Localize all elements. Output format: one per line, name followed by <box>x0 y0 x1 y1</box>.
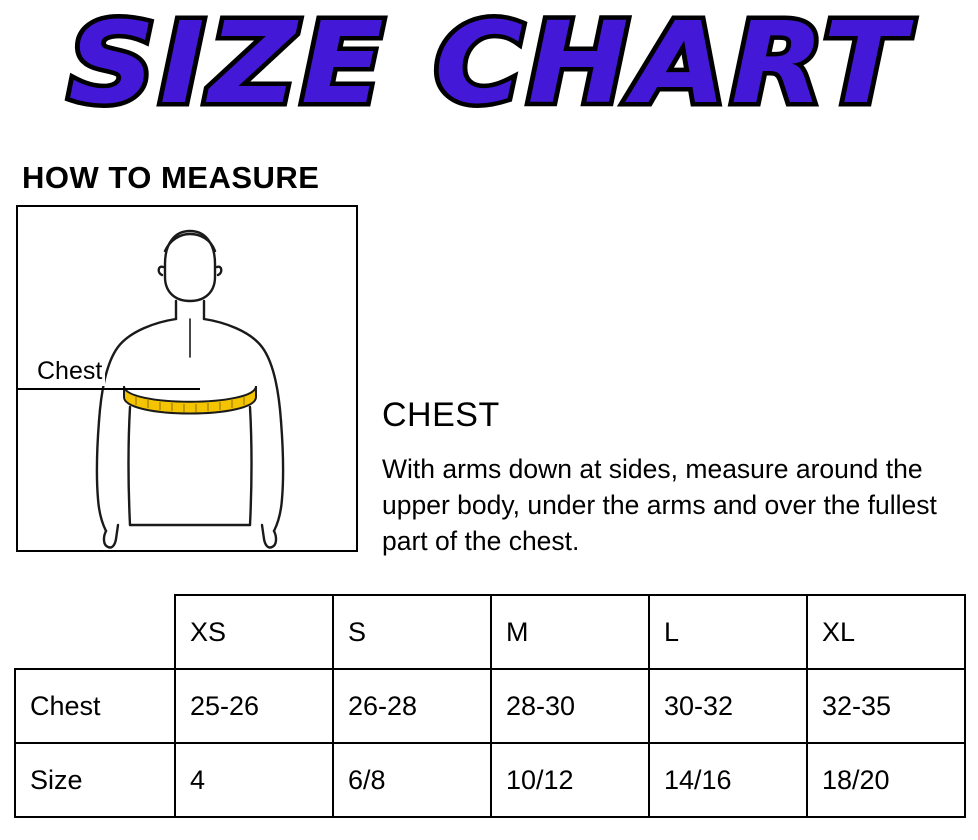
table-cell: 6/8 <box>333 743 491 817</box>
chest-measure-label: Chest <box>34 357 105 386</box>
table-col-header: L <box>649 595 807 669</box>
table-row <box>15 669 965 743</box>
description-body: With arms down at sides, measure around the upper body, under the arms and over the fullest part of the chest. <box>382 454 937 556</box>
table-header-row <box>15 595 965 669</box>
table-cell: 18/20 <box>807 743 965 817</box>
table-cell: 26-28 <box>333 669 491 743</box>
table-cell: 10/12 <box>491 743 649 817</box>
table-cell: 32-35 <box>807 669 965 743</box>
table-row-label: Size <box>15 743 175 817</box>
chest-leader-line <box>18 388 200 390</box>
page-title-banner <box>0 0 978 145</box>
table-cell: 28-30 <box>491 669 649 743</box>
table-cell: 25-26 <box>175 669 333 743</box>
table-cell: 4 <box>175 743 333 817</box>
description-heading: CHEST <box>382 396 500 434</box>
table-cell: 14/16 <box>649 743 807 817</box>
how-to-measure-heading: HOW TO MEASURE <box>22 160 320 195</box>
table-row <box>15 743 965 817</box>
tape-measure-icon <box>124 386 256 414</box>
size-table <box>14 594 966 818</box>
table-cell: 30-32 <box>649 669 807 743</box>
table-col-header: XL <box>807 595 965 669</box>
table-row-label: Chest <box>15 669 175 743</box>
table-col-header: XS <box>175 595 333 669</box>
page-title: SIZE CHART <box>68 0 910 129</box>
table-col-header: M <box>491 595 649 669</box>
table-col-header: S <box>333 595 491 669</box>
table-corner-cell <box>15 595 175 669</box>
